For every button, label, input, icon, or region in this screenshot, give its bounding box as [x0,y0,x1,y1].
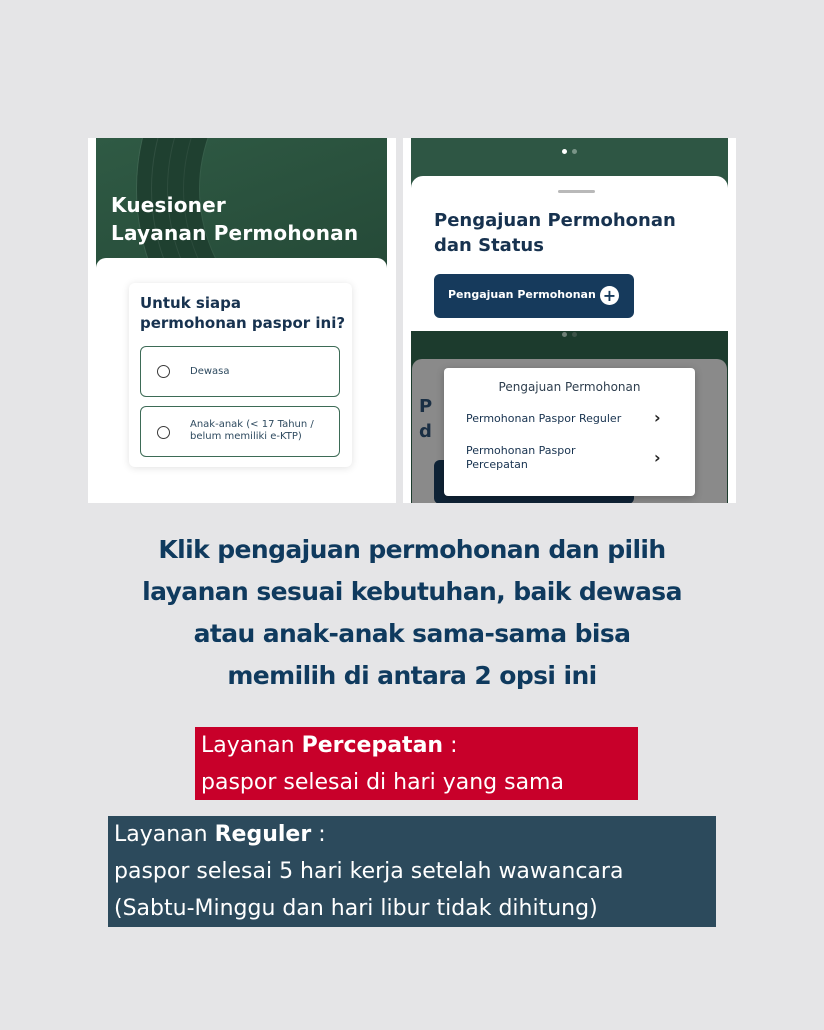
heading-bold: Percepatan [301,733,444,758]
carousel-dot [572,332,577,337]
option-label [190,419,314,443]
carousel-dot [572,149,577,154]
button-label: Pengajuan Permohonan [448,288,596,301]
heading-suffix: : [311,822,326,847]
questionnaire-title [111,191,358,247]
caption-line: atau anak-anak sama-sama bisa [193,619,631,648]
radio-icon[interactable] [157,426,170,439]
title-line: Kuesioner [111,193,226,217]
title-line: Pengajuan Permohonan [434,210,676,231]
radio-icon[interactable] [157,365,170,378]
info-description: (Sabtu-Minggu dan hari libur tidak dihitung) [114,896,598,921]
chevron-right-icon: › [654,408,661,427]
info-heading [201,727,638,764]
heading-prefix: Layanan [114,822,215,847]
chevron-right-icon: › [654,448,661,467]
service-popup [444,368,695,496]
info-heading [114,816,716,853]
option-label-line: Anak-anak (< 17 Tahun / [190,419,314,430]
reguler-info-box [108,816,716,927]
percepatan-info-box [195,727,638,800]
caption-line: Klik pengajuan permohonan dan pilih [158,535,666,564]
question-card [129,283,352,467]
status-title [434,208,676,258]
caption-line: layanan sesuai kebutuhan, baik dewasa [142,577,682,606]
popup-title: Pengajuan Permohonan [498,380,641,394]
title-line: dan Status [434,235,544,256]
pengajuan-permohonan-button[interactable] [434,274,634,318]
option-label-line: belum memiliki e-KTP) [190,431,302,442]
info-description: paspor selesai di hari yang sama [201,770,564,795]
carousel-dot-active [562,149,567,154]
obscured-text: P [419,396,433,417]
menu-item-line: Percepatan [466,458,528,471]
question-text: Untuk siapa permohonan paspor ini? [140,294,346,332]
info-description: paspor selesai 5 hari kerja setelah wawancara [114,859,624,884]
menu-item-label: Permohonan Paspor Reguler [466,412,622,425]
menu-item-line: Permohonan Paspor [466,444,576,457]
obscured-text: d [419,421,432,442]
instruction-caption [40,529,784,697]
menu-item-reguler[interactable] [444,406,695,434]
heading-prefix: Layanan [201,733,302,758]
caption-line: memilih di antara 2 opsi ini [227,661,597,690]
option-label: Dewasa [190,366,230,377]
status-sheet [411,176,728,336]
title-line: Layanan Permohonan [111,221,359,245]
option-anak-anak[interactable] [140,406,340,457]
carousel-dot-active [562,332,567,337]
left-screenshot [88,138,396,503]
plus-circle-icon: + [600,286,619,305]
sheet-handle[interactable] [558,190,595,193]
heading-bold: Reguler [214,822,312,847]
heading-suffix: : [443,733,458,758]
menu-item-label [466,444,576,472]
menu-item-percepatan[interactable] [444,440,695,476]
option-dewasa[interactable] [140,346,340,397]
right-screenshot [403,138,736,503]
